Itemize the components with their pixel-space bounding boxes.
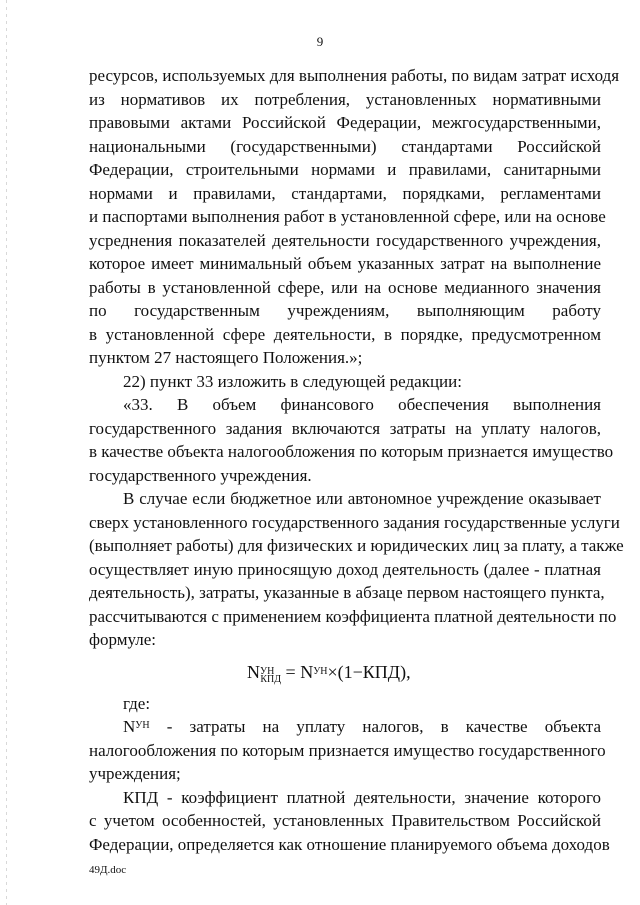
text-line: национальными (государственными) стандартами Российской [89,136,601,156]
formula-rhs-n: N [300,661,314,682]
text-line: нормами и правилами, стандартами, порядками, регламентами [89,183,601,203]
def-symbol-sup: УН [135,720,150,731]
scan-left-edge [6,0,7,905]
text-line: 22) пункт 33 изложить в следующей редакции: [123,371,462,391]
text-line: Федерации, определяется как отношение планируемого объема доходов [89,834,610,854]
text-line: КПД - коэффициент платной деятельности, значение которого [123,787,601,807]
formula-lhs-sub: КПД [260,673,282,685]
where-label: где: [123,693,151,713]
text-line: пунктом 27 настоящего Положения.»; [89,348,363,367]
text-line: работы в установленной сфере, или на основе медианного значения [89,277,601,297]
text-line: (выполняет работы) для физических и юридических лиц за плату, а также [89,536,624,555]
formula: $N^{УН}_{КПД} = N^{УН}\times(1-КПД)$, [247,661,411,685]
text-line: «33. В объем финансового обеспечения выполнения [123,395,601,414]
text-line: В случае если бюджетное или автономное учреждение оказывает [123,489,601,508]
text-line: рассчитываются с применением коэффициента платной деятельности по [89,606,617,626]
def-symbol: N [123,717,136,736]
footer-filename: 49Д.doc [89,864,127,876]
formula-rhs-sup: УН [313,665,328,677]
text-line: в установленной сфере деятельности, в порядке, предусмотренном [89,324,601,344]
formula-lhs-sup: УН [260,665,275,677]
text-line: государственного учреждения. [89,465,312,485]
text-line: правовыми актами Российской Федерации, межгосударственными, [89,113,601,132]
text-line: сверх установленного государственного задания государственные услуги [89,512,620,532]
text-line: по государственным учреждениям, выполняющим работу [89,301,601,320]
text-line: осуществляет иную приносящую доход деятельность (далее - платная [89,559,601,579]
def-text: - затраты на уплату налогов, в качестве объекта [149,717,601,736]
text-line: усреднения показателей деятельности государственного учреждения, [89,230,601,250]
text-line: Федерации, строительными нормами и правилами, санитарными [89,160,601,179]
text-line: учреждения; [89,764,181,783]
formula-lhs-n: N [247,661,260,682]
text-line: ресурсов, используемых для выполнения работы, по видам затрат исходя [89,66,620,85]
text-line: формуле: [89,630,157,649]
definition-line [89,715,601,739]
text-line: в качестве объекта налогообложения по которым признается имущество [89,442,614,461]
text-line: которое имеет минимальный объем указанных затрат на выполнение [89,254,601,273]
text-line: государственного задания включаются затраты на уплату налогов, [89,418,601,438]
text-line: с учетом особенностей, установленных Правительством Российской [89,811,601,830]
text-line: и паспортами выполнения работ в установленной сфере, или на основе [89,207,606,226]
text-line: налогообложения по которым признается имущество государственного [89,740,606,760]
document-body [89,64,624,856]
formula-rhs-rest: ×(1−КПД), [327,661,411,682]
text-line: деятельность), затраты, указанные в абзаце первом настоящего пункта, [89,583,605,602]
text-line: из нормативов их потребления, установленных нормативными [89,89,601,109]
page-number: 9 [316,34,324,49]
